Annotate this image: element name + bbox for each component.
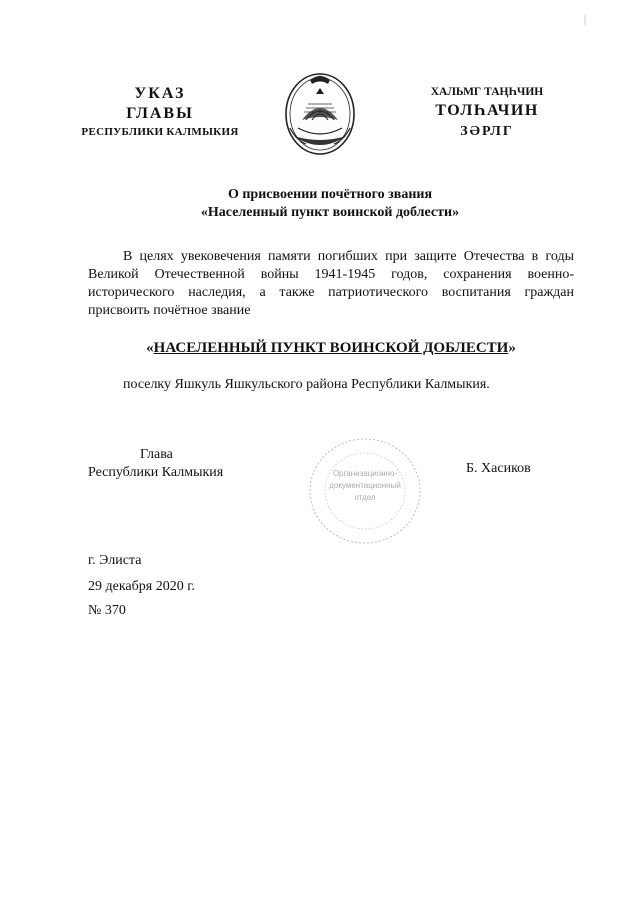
decree-recipient: поселку Яшкуль Яшкульского района Республики Калмыкия. — [123, 377, 490, 392]
decree-number: № 370 — [88, 603, 126, 618]
signatory-name: Б. Хасиков — [466, 461, 531, 476]
header-left-line3: РЕСПУБЛИКИ КАЛМЫКИЯ — [81, 126, 239, 138]
header-right-line3: ЗӘРЛГ — [460, 124, 514, 139]
decree-title — [120, 186, 540, 222]
signatory-title-line1: Глава — [140, 447, 173, 462]
award-title-text: НАСЕЛЕННЫЙ ПУНКТ ВОИНСКОЙ ДОБЛЕСТИ — [153, 340, 509, 356]
header-right-line2: ТОЛҺАЧИН — [435, 102, 539, 119]
header-left-line2: ГЛАВЫ — [126, 105, 194, 122]
signatory-title-line2: Республики Калмыкия — [88, 465, 224, 480]
stamp-line1: Организационно- — [332, 469, 398, 478]
header-left-line1: УКАЗ — [134, 85, 186, 102]
header-left-block — [60, 84, 260, 140]
decree-body: В целях увековечения памяти погибших при защите Отечества в годы Великой Отечественной войны 1941-1945 годов, сохранения военно-исторического наследия, а также патриотического воспитания граждан присвоить почётное звание — [88, 249, 574, 318]
award-open-quote: « — [146, 340, 154, 356]
award-close-quote: » — [508, 340, 516, 356]
decree-date: 29 декабря 2020 г. — [88, 579, 195, 594]
header-right-line1: ХАЛЬМГ ТАҢҺЧИН — [430, 86, 544, 98]
republic-emblem-icon — [280, 70, 360, 158]
stamp-line2: документационный — [329, 481, 401, 490]
decree-place: г. Элиста — [88, 553, 142, 568]
decree-title-line2: «Населенный пункт воинской доблести» — [200, 205, 460, 220]
header-right-block — [404, 84, 570, 142]
stamp-line3: отдел — [354, 493, 376, 502]
scan-corner-mark — [580, 12, 590, 22]
award-title — [88, 340, 574, 357]
signatory-title — [88, 446, 288, 482]
decree-title-line1: О присвоении почётного звания — [227, 187, 433, 202]
official-stamp — [307, 436, 423, 546]
